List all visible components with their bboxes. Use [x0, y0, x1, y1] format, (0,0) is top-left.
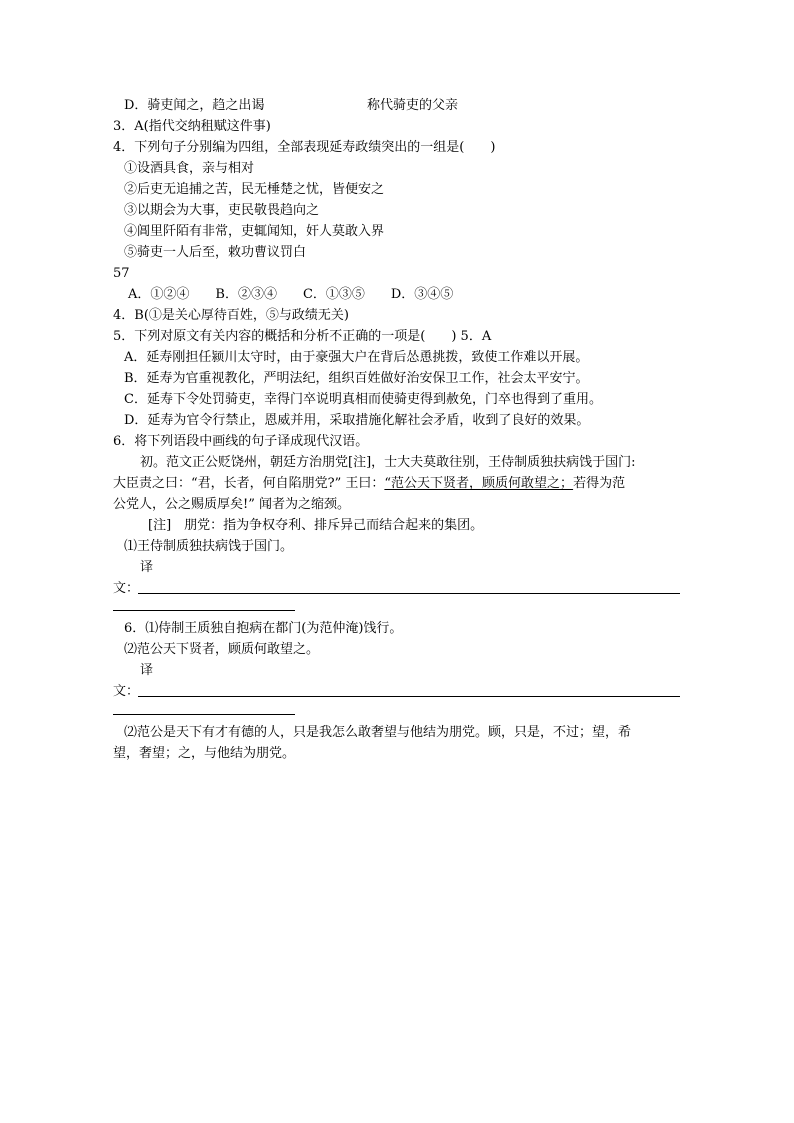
- passage-line-1: 初。范文正公贬饶州，朝廷方治朋党[注]，士大夫莫敢往别，王侍制质独扶病饯于国门:: [140, 455, 636, 470]
- item-5: ⑤骑吏一人后至，敕功曹议罚白: [124, 245, 307, 260]
- answer-6-2-cont: 望，奢望；之，与他结为朋党。: [113, 746, 296, 761]
- question-6: 6．将下列语段中画线的句子译成现代汉语。: [113, 434, 369, 449]
- answer-line-1-short: [113, 610, 295, 611]
- item-4: ④阊里阡陌有非常，吏辄闻知，奸人莫敢入界: [124, 224, 385, 239]
- footnote: [注] 朋党：指为争权夺利、排斥异己而结合起来的集团。: [148, 518, 484, 533]
- translation-label-1b: 文：: [113, 581, 140, 596]
- item-2: ②后吏无追捕之苦，民无棰楚之忧，皆便安之: [124, 182, 385, 197]
- question-4-options: A．①②④ B．②③④ C．①③⑤ D．③④⑤: [128, 287, 454, 302]
- option-d-note: 称代骑吏的父亲: [367, 98, 459, 113]
- page-number: 57: [113, 266, 130, 281]
- answer-line-1: [138, 593, 680, 594]
- item-1: ①设酒具食，亲与相对: [124, 161, 255, 176]
- answer-line-2: [138, 696, 680, 697]
- answer-6-1: 6．⑴侍制王质独自抱病在都门(为范仲淹)饯行。: [124, 621, 403, 636]
- passage-line-3: 公党人，公之赐质厚矣!” 闻者为之缩颈。: [113, 497, 351, 512]
- question-5-option-b: B．延寿为官重视教化，严明法纪，组织百姓做好治安保卫工作，社会太平安宁。: [124, 371, 589, 386]
- option-d-line: D．骑吏闻之，趋之出谒: [124, 98, 265, 113]
- translation-label-2a: 译: [140, 663, 154, 678]
- translation-label-1a: 译: [140, 560, 154, 575]
- answer-3: 3．A(指代交纳租赋这件事): [113, 119, 271, 134]
- answer-4: 4．B(①是关心厚待百姓，⑤与政绩无关): [113, 308, 349, 323]
- passage-line-2-start: 大臣责之曰：“君，长者，何自陷朋党?” 王曰：: [113, 476, 385, 491]
- translation-label-2b: 文：: [113, 684, 140, 699]
- answer-line-2-short: [113, 714, 295, 715]
- question-4: 4．下列句子分别编为四组，全部表现延寿政绩突出的一组是( ): [113, 140, 496, 155]
- question-5-option-c: C．延寿下令处罚骑吏，幸得门卒说明真相而使骑吏得到赦免，门卒也得到了重用。: [124, 392, 602, 407]
- question-5: 5．下列对原文有关内容的概括和分析不正确的一项是( ) 5．A: [113, 329, 492, 344]
- question-5-option-a: A．延寿刚担任颍川太守时，由于豪强大户在背后怂恿挑拨，致使工作难以开展。: [124, 350, 589, 365]
- answer-6-2: ⑵范公是天下有才有德的人，只是我怎么敢奢望与他结为朋党。顾，只是，不过；望，希: [124, 725, 632, 740]
- sub-question-1: ⑴王侍制质独扶病饯于国门。: [124, 539, 294, 554]
- item-3: ③以期会为大事，吏民敬畏趋向之: [124, 203, 320, 218]
- question-5-option-d: D．延寿为官令行禁止，恩威并用，采取措施化解社会矛盾，收到了良好的效果。: [124, 413, 590, 428]
- underlined-sentence: “范公天下贤者，顾质何敢望之；: [384, 476, 574, 491]
- passage-line-2-end: 若得为范: [573, 476, 626, 491]
- sub-question-2: ⑵范公天下贤者，顾质何敢望之。: [124, 642, 320, 657]
- passage-line-2: [113, 475, 625, 493]
